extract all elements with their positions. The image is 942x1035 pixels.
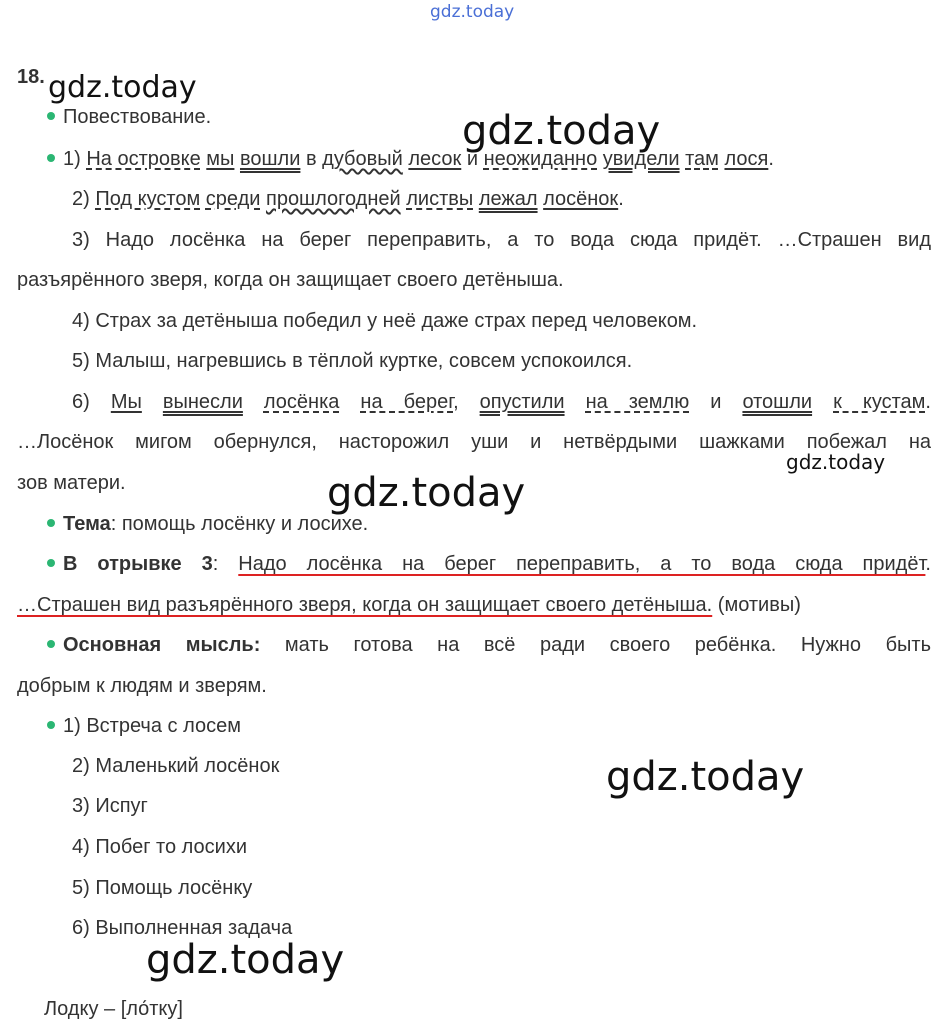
sentence-6-line-3: зов матери.	[17, 472, 126, 494]
main-idea-line-1: Основная мысль: мать готова на всё ради своего ребёнка. Нужно быть	[47, 633, 931, 657]
bullet-icon	[47, 559, 55, 567]
transcription: Лодку – [ло́тку]	[44, 998, 183, 1020]
type-line: Повествование.	[47, 105, 211, 129]
watermark: gdz.today	[327, 470, 526, 516]
excerpt-line-2: …Страшен вид разъярённого зверя, когда он защищает своего детёныша. (мотивы)	[17, 594, 801, 616]
bullet-icon	[47, 519, 55, 527]
sentence-4: 4) Страх за детёныша победил у неё даже страх перед человеком.	[72, 310, 698, 332]
watermark: gdz.today	[462, 108, 661, 154]
theme-line: Тема: помощь лосёнку и лосихе.	[47, 512, 368, 536]
excerpt-line-1: В отрывке 3: Надо лосёнка на берег переправить, а то вода сюда придёт.	[47, 552, 931, 576]
plan-item-4: 4) Побег то лосихи	[72, 836, 248, 858]
sentence-2: 2) Под кустом среди прошлогодней листвы лежал лосёнок.	[72, 188, 624, 210]
sentence-6-line-1: 6) Мы вынесли лосёнка на берег, опустили на землю и отошли к кустам.	[72, 391, 931, 413]
sentence-3-line-1: 3) Надо лосёнка на берег переправить, а то вода сюда придёт. …Страшен вид	[72, 229, 931, 251]
main-idea-line-2: добрым к людям и зверям.	[17, 675, 267, 697]
bullet-icon	[47, 154, 55, 162]
sentence-3-line-2: разъярённого зверя, когда он защищает своего детёныша.	[17, 269, 564, 291]
sentence-6-line-2: …Лосёнок мигом обернулся, насторожил уши и нетвёрдыми шажками побежал на	[17, 431, 931, 453]
task-number: 18.	[17, 66, 45, 88]
plan-item-2: 2) Маленький лосёнок	[72, 755, 280, 777]
sentence-1: 1) На островке мы вошли в дубовый лесок и неожиданно увидели там лося.	[47, 147, 774, 171]
bullet-icon	[47, 112, 55, 120]
plan-item-6: 6) Выполненная задача	[72, 917, 293, 939]
plan-item-5: 5) Помощь лосёнку	[72, 877, 253, 899]
bullet-icon	[47, 640, 55, 648]
plan-item-3: 3) Испуг	[72, 795, 148, 817]
watermark: gdz.today	[786, 450, 886, 474]
watermark-top: gdz.today	[430, 2, 515, 22]
sentence-5: 5) Малыш, нагревшись в тёплой куртке, совсем успокоился.	[72, 350, 633, 372]
watermark: gdz.today	[48, 70, 197, 105]
watermark: gdz.today	[146, 937, 345, 983]
bullet-icon	[47, 721, 55, 729]
plan-item-1: 1) Встреча с лосем	[47, 714, 241, 738]
watermark: gdz.today	[606, 754, 805, 800]
